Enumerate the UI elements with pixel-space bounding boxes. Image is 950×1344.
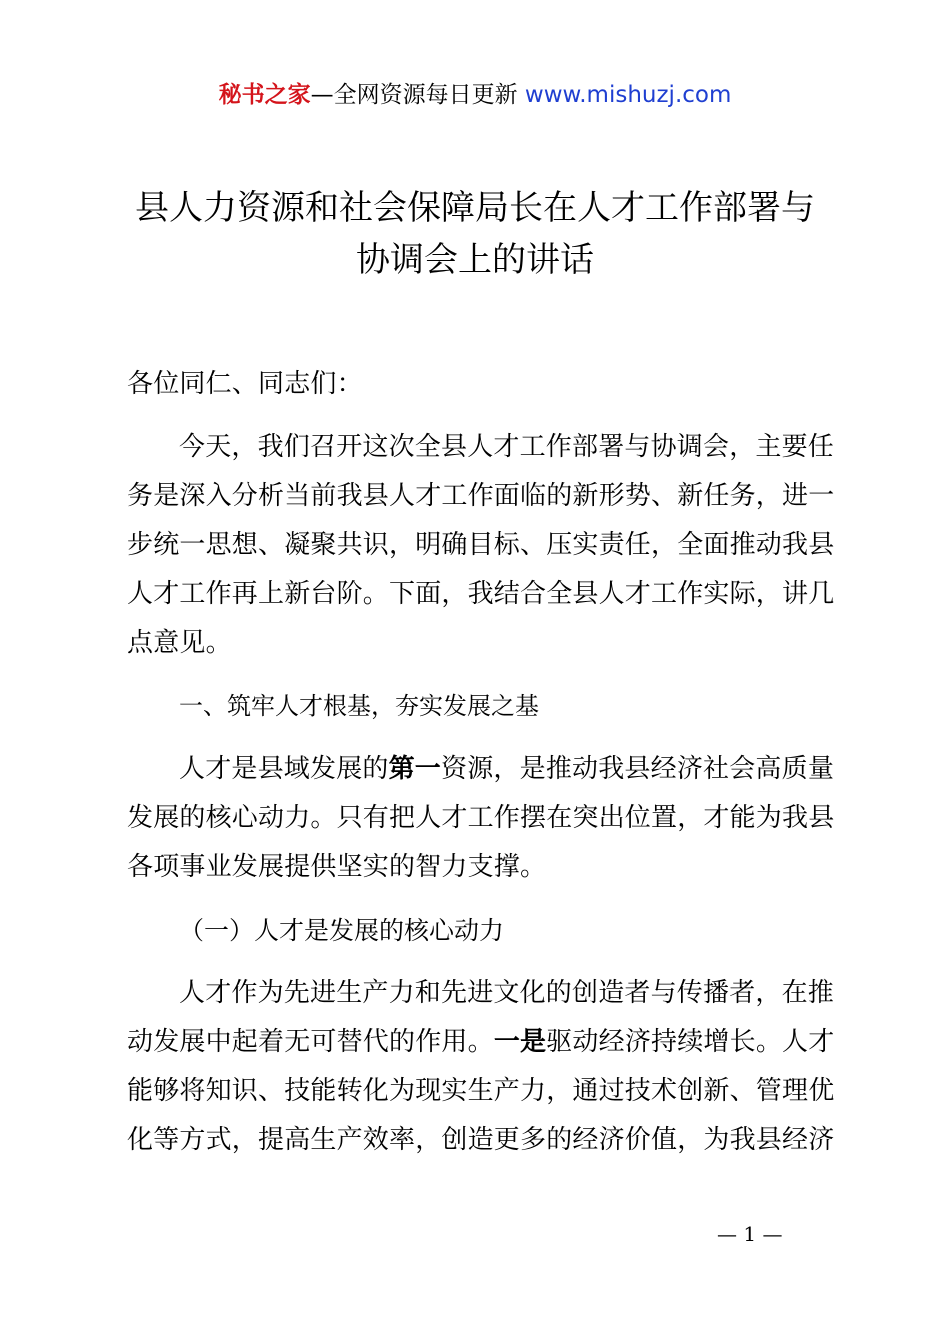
section-1-bold: 第一 <box>388 754 442 784</box>
section-1-text-b: 资源，是推动我县经济社会高质量发展的核心动力。只有把人才工作摆在突出位置，才能为我县各项事业发展提供坚实的智力支撑。 <box>127 754 835 882</box>
header-url[interactable]: www.mishuzj.com <box>524 82 732 108</box>
subsection-1-paragraph <box>127 969 837 1165</box>
intro-paragraph: 今天，我们召开这次全县人才工作部署与协调会，主要任务是深入分析当前我县人才工作面临的新形势、新任务，进一步统一思想、凝聚共识，明确目标、压实责任，全面推动我县人才工作再上新台阶。下面，我结合全县人才工作实际，讲几点意见。 <box>127 432 835 658</box>
section-heading-1: 一、筑牢人才根基，夯实发展之基 <box>179 692 539 720</box>
subsection-1-text-b: 驱动经济持续增长。人才能够将知识、技能转化为现实生产力，通过技术创新、管理优化等方式，提高生产效率，创造更多的经济价值，为我县经济 <box>127 1027 835 1155</box>
subsection-1-text-a: 人才作为先进生产力和先进文化的创造者与传播者，在推动发展中起着无可替代的作用。 <box>127 978 835 1057</box>
subsection-1-bold: 一是 <box>493 1027 547 1057</box>
subsection-heading-1: （一）人才是发展的核心动力 <box>179 916 505 945</box>
title-line-2: 协调会上的讲话 <box>356 240 594 280</box>
header-tagline: —全网资源每日更新 <box>310 82 525 108</box>
document-body <box>127 360 837 1165</box>
section-1-text-a: 人才是县域发展的 <box>179 754 389 784</box>
salutation: 各位同仁、同志们： <box>127 369 363 399</box>
site-header <box>0 78 950 112</box>
title-line-1: 县人力资源和社会保障局长在人才工作部署与 <box>135 188 815 228</box>
brand-name: 秘书之家 <box>218 82 311 108</box>
section-1-paragraph <box>127 745 837 892</box>
page-number: — 1 — <box>717 1222 783 1246</box>
document-title <box>90 182 860 286</box>
